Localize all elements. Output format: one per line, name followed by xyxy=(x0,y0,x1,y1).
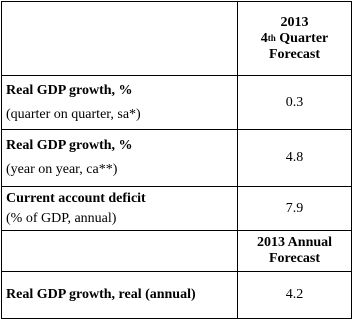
annual-forecast-header xyxy=(238,231,352,272)
header-row-quarter xyxy=(2,2,352,76)
row-value: 0.3 xyxy=(238,76,352,130)
row-label-cell xyxy=(2,130,238,187)
table-row xyxy=(2,187,352,231)
table-row xyxy=(2,130,352,187)
header-row-annual xyxy=(2,231,352,272)
row-label: Real GDP growth, real (annual) xyxy=(6,287,196,302)
quarter-forecast-header xyxy=(238,2,352,76)
row-label-cell xyxy=(2,76,238,130)
header-forecast: Forecast xyxy=(268,46,321,62)
quarter-number: 4 xyxy=(260,30,268,46)
row-label: Current account deficit xyxy=(6,190,146,206)
row-label-cell xyxy=(2,272,238,319)
row-label: Real GDP growth, % xyxy=(6,82,133,98)
quarter-suffix: th xyxy=(267,32,276,43)
row-sublabel: (% of GDP, annual) xyxy=(6,210,117,226)
row-sublabel: (year on year, ca**) xyxy=(6,162,118,177)
annual-header-line1: 2013 Annual xyxy=(256,235,333,250)
row-label-cell xyxy=(2,187,238,231)
table-row xyxy=(2,76,352,130)
row-value: 4.8 xyxy=(238,130,352,187)
forecast-table xyxy=(1,1,352,319)
quarter-word: Quarter xyxy=(279,30,329,46)
row-value: 4.2 xyxy=(238,272,352,319)
empty-header-cell xyxy=(2,231,238,272)
row-label: Real GDP growth, % xyxy=(6,138,133,153)
empty-header-cell xyxy=(2,2,238,76)
header-quarter xyxy=(238,31,351,47)
row-sublabel: (quarter on quarter, sa*) xyxy=(6,106,141,122)
header-year: 2013 xyxy=(280,14,309,30)
annual-header-line2: Forecast xyxy=(268,251,321,266)
table-row xyxy=(2,272,352,319)
row-value: 7.9 xyxy=(238,187,352,231)
